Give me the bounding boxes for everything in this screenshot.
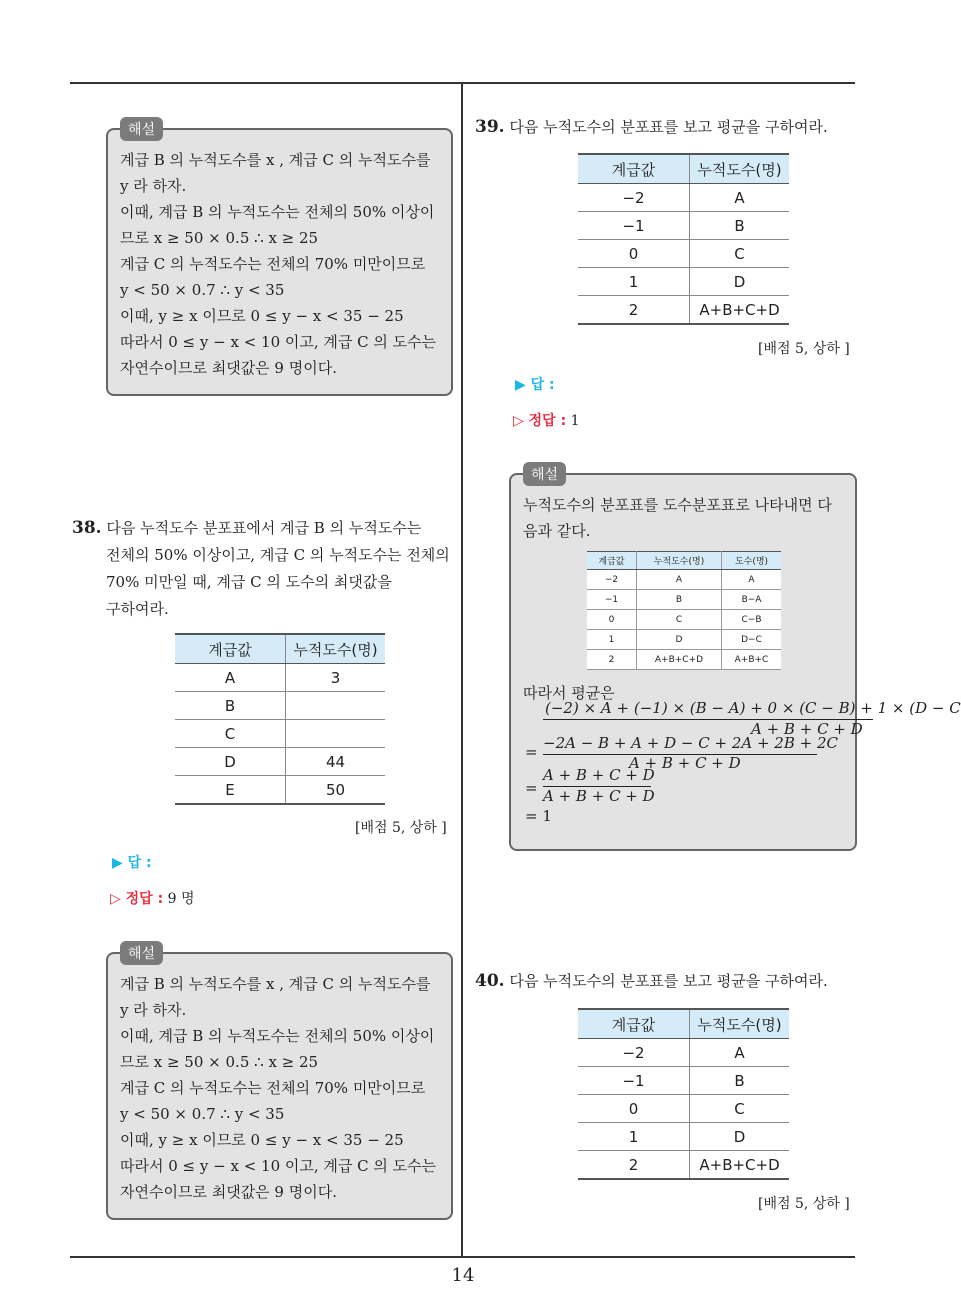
table-cell: 1 [587,630,636,650]
table-cell: B [690,1067,790,1095]
table-row [578,1151,789,1180]
solution-line: y 라 하자. [120,177,187,195]
frequency-table-39 [578,153,789,325]
table-cell: 44 [286,748,386,776]
solution-line: 이때, 계급 B 의 누적도수는 전체의 50% 이상이 [120,1027,435,1045]
center-divider [461,84,463,1258]
correct-answer-label: ▷ 정답 : [110,891,164,907]
table-row [578,1123,789,1151]
table-cell: −2 [578,184,690,212]
table-cell: 2 [578,296,690,325]
question-number: 39. [475,117,505,137]
table-cell [286,692,386,720]
table-header: 누적도수(명) [690,1009,790,1039]
table-cell: 2 [587,650,636,670]
table-cell [286,720,386,748]
question-number: 38. [72,518,102,538]
correct-answer [110,888,195,908]
table-cell: C [636,610,721,630]
solution-line: 계급 C 의 누적도수는 전체의 70% 미만이므로 [120,255,426,273]
table-cell: 2 [578,1151,690,1180]
table-row [578,240,789,268]
solution-tag: 해설 [120,941,163,965]
table-row [578,1039,789,1067]
solution-tag: 해설 [523,462,566,486]
table-cell: A+B+C [722,650,782,670]
table-row [578,1095,789,1123]
solution-line: 므로 x ≥ 50 × 0.5 ∴ x ≥ 25 [120,229,319,247]
solution-line: 음과 같다. [523,522,591,540]
frequency-table-40 [578,1008,789,1180]
table-cell: C [690,1095,790,1123]
table-cell: 50 [286,776,386,805]
table-row [587,630,781,650]
fraction-3-numerator: A + B + C + D [543,766,655,784]
solution-line: y 라 하자. [120,1001,187,1019]
table-header: 도수(명) [722,552,782,570]
table-cell: A+B+C+D [636,650,721,670]
solution-line: y < 50 × 0.7 ∴ y < 35 [120,281,285,299]
correct-answer-label: ▷ 정답 : [513,413,567,429]
page-number: 14 [451,1265,475,1286]
table-cell: A [636,570,721,590]
solution-box-2 [106,952,453,1220]
solution-line: 이때, y ≥ x 이므로 0 ≤ y − x < 35 − 25 [120,307,404,325]
table-cell: D−C [722,630,782,650]
table-cell: 3 [286,664,386,692]
table-row [175,720,385,748]
fraction-1-numerator: (−2) × A + (−1) × (B − A) + 0 × (C − B) + 1 × (D − C [545,699,961,717]
table-header: 누적도수(명) [636,552,721,570]
correct-answer-value: 9 명 [167,891,195,907]
fraction-2-numerator: −2A − B + A + D − C + 2A + 2B + 2C [543,734,838,752]
score-label: [배점 5, 상하 ] [758,341,850,357]
table-cell: B [690,212,790,240]
bottom-rule [70,1256,855,1258]
solution-line: 따라서 평균은 [523,684,615,702]
correct-answer [513,410,580,430]
question-line: 전체의 50% 이상이고, 계급 C 의 누적도수는 전체의 [106,546,450,564]
question-40 [475,968,865,995]
table-cell: −1 [578,212,690,240]
solution-line: 므로 x ≥ 50 × 0.5 ∴ x ≥ 25 [120,1053,319,1071]
answer-label: ▶ 답 : [112,855,152,871]
equals-sign: = [525,743,538,761]
question-text: 다음 누적도수의 분포표를 보고 평균을 구하여라. [509,118,828,136]
solution-line: y < 50 × 0.7 ∴ y < 35 [120,1105,285,1123]
score-label: [배점 5, 상하 ] [355,820,447,836]
table-header: 계급값 [578,154,690,184]
fraction-1-denominator: A + B + C + D [751,720,863,738]
solution-box-1 [106,128,453,396]
converted-frequency-table [587,551,781,670]
table-row [175,692,385,720]
table-row [587,610,781,630]
solution-line: 따라서 0 ≤ y − x < 10 이고, 계급 C 의 도수는 [120,333,437,351]
table-cell: 0 [578,240,690,268]
table-cell: D [636,630,721,650]
correct-answer-value: 1 [570,413,580,429]
table-header: 누적도수(명) [286,634,386,664]
table-cell: D [175,748,286,776]
table-cell: −2 [587,570,636,590]
table-cell: C [175,720,286,748]
solution-line: 이때, y ≥ x 이므로 0 ≤ y − x < 35 − 25 [120,1131,404,1149]
question-39 [475,114,865,141]
table-row [587,650,781,670]
solution-line: 자연수이므로 최댓값은 9 명이다. [120,1183,337,1201]
table-row [175,664,385,692]
solution-line: 계급 B 의 누적도수를 x , 계급 C 의 누적도수를 [120,975,431,993]
table-row [578,184,789,212]
table-cell: B [636,590,721,610]
table-cell: −2 [578,1039,690,1067]
result-line: = 1 [525,807,552,825]
question-number: 40. [475,971,505,991]
solution-text [120,971,450,1205]
table-row [175,748,385,776]
solution-line: 이때, 계급 B 의 누적도수는 전체의 50% 이상이 [120,203,435,221]
solution-tag: 해설 [120,117,163,141]
table-cell: D [690,1123,790,1151]
table-cell: 0 [578,1095,690,1123]
table-cell: E [175,776,286,805]
question-line: 구하여라. [106,600,169,618]
solution-box-39 [509,473,961,851]
solution-line: 계급 B 의 누적도수를 x , 계급 C 의 누적도수를 [120,151,431,169]
table-row [578,1067,789,1095]
answer-label: ▶ 답 : [515,377,555,393]
question-line: 다음 누적도수 분포표에서 계급 B 의 누적도수는 [106,519,422,537]
table-row [578,268,789,296]
table-cell: C [690,240,790,268]
table-cell: A [175,664,286,692]
table-row [578,296,789,325]
table-cell: A+B+C+D [690,296,790,325]
fraction-2-denominator: A + B + C + D [629,754,741,772]
solution-line: 누적도수의 분포표를 도수분포표로 나타내면 다 [523,496,832,514]
table-cell: 1 [578,1123,690,1151]
solution-text [523,492,853,544]
table-cell: −1 [587,590,636,610]
table-cell: 0 [587,610,636,630]
question-38 [72,515,457,623]
table-row [175,776,385,805]
table-header: 계급값 [175,634,286,664]
table-header: 누적도수(명) [690,154,790,184]
table-header: 계급값 [578,1009,690,1039]
solution-line: 따라서 0 ≤ y − x < 10 이고, 계급 C 의 도수는 [120,1157,437,1175]
table-cell: A [690,1039,790,1067]
table-row [587,570,781,590]
table-cell: D [690,268,790,296]
fraction-3-denominator: A + B + C + D [543,787,655,805]
table-row [578,212,789,240]
table-cell: A [722,570,782,590]
frequency-table-38 [175,633,385,805]
table-cell: A+B+C+D [690,1151,790,1180]
solution-line: 자연수이므로 최댓값은 9 명이다. [120,359,337,377]
table-cell: A [690,184,790,212]
question-line: 70% 미만일 때, 계급 C 의 도수의 최댓값을 [106,573,392,591]
question-text: 다음 누적도수의 분포표를 보고 평균을 구하여라. [509,972,828,990]
table-cell: B−A [722,590,782,610]
equals-sign: = [525,779,538,797]
table-cell: B [175,692,286,720]
solution-text [120,147,450,381]
table-cell: C−B [722,610,782,630]
table-row [587,590,781,610]
table-cell: −1 [578,1067,690,1095]
solution-line: 계급 C 의 누적도수는 전체의 70% 미만이므로 [120,1079,426,1097]
table-cell: 1 [578,268,690,296]
score-label: [배점 5, 상하 ] [758,1196,850,1212]
table-header: 계급값 [587,552,636,570]
